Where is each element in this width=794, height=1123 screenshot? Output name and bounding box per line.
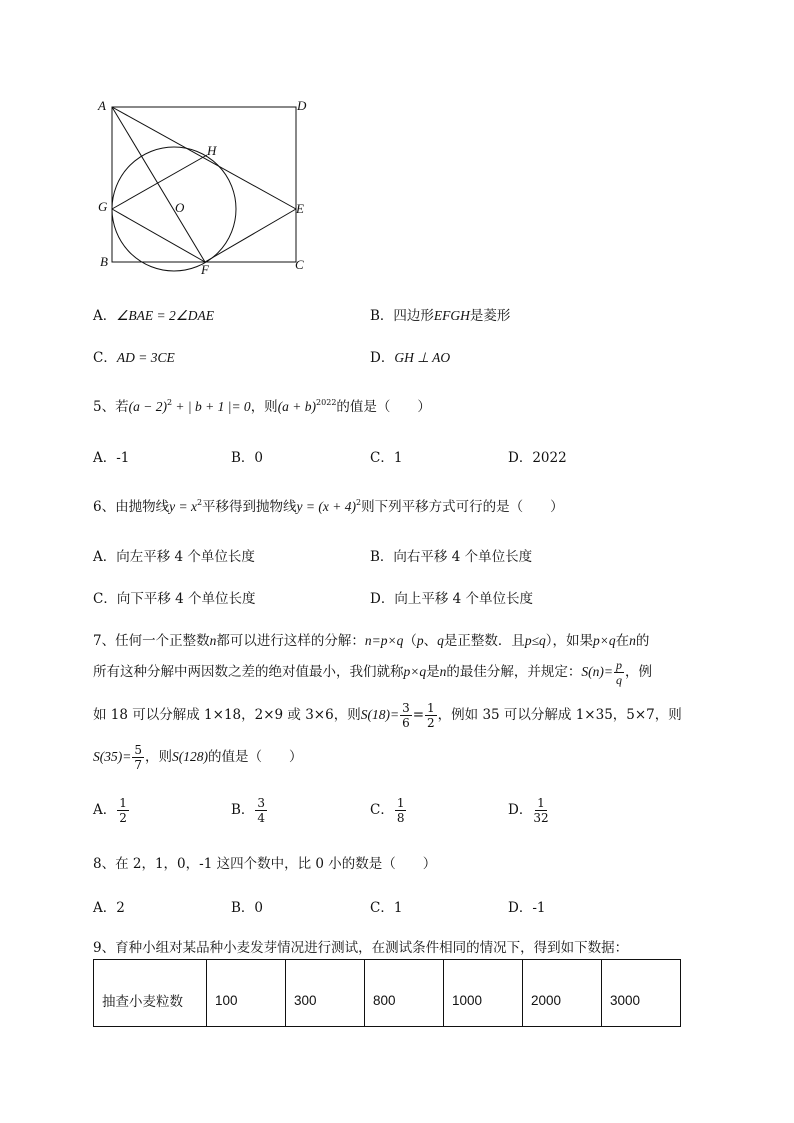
q7-option-d-den: 32 — [533, 811, 549, 825]
q7-line1-h: p×q — [593, 633, 616, 648]
q6-expr2: y = (x + 4) — [296, 499, 356, 514]
table-row — [94, 960, 681, 1027]
q7-line1-j: 的 — [635, 633, 650, 649]
q7-option-c-den: 8 — [396, 811, 405, 825]
q7-line2 — [93, 659, 652, 686]
q5-option-d[interactable]: D．2022 — [508, 450, 567, 466]
q7-line1-i: 在 — [615, 633, 630, 649]
q7-line3-den1: 6 — [402, 716, 410, 730]
q6-expr1: y = x — [169, 499, 197, 514]
q4-option-a[interactable] — [93, 304, 214, 324]
q5-stem-mid: ，则 — [250, 399, 278, 415]
q7-line1-f: p≤q — [524, 633, 546, 648]
label-C: C — [295, 257, 304, 272]
line-EF — [205, 209, 296, 262]
q6-stem-mid: 平移得到抛物线 — [202, 499, 297, 515]
q7-option-a-num: 1 — [119, 796, 127, 810]
q7-option-c[interactable] — [370, 797, 407, 824]
q7-line3-fraction2 — [425, 702, 437, 729]
q7-line2-fraction — [614, 659, 624, 686]
q7-line1-d: 、 — [423, 633, 438, 649]
q7-option-b-num: 3 — [257, 796, 266, 810]
q7-line4 — [93, 744, 303, 771]
q7-q: q — [437, 633, 444, 648]
table-cell: 800 — [365, 960, 444, 1027]
q7-line1-g: ），如果 — [545, 633, 593, 649]
q6-stem — [93, 495, 564, 515]
q7-line3-num1: 3 — [402, 701, 410, 715]
q7-option-d-fraction — [533, 797, 548, 824]
q7-line3-fraction1 — [400, 702, 412, 729]
q5-expr2: + | b + 1 |= 0 — [172, 399, 251, 414]
table-header-cell: 抽查小麦粒数 — [94, 960, 207, 1027]
table-cell: 2000 — [523, 960, 602, 1027]
q7-line4-a: ，则 — [145, 749, 172, 765]
q9-stem: 9、育种小组对某品种小麦发芽情况进行测试，在测试条件相同的情况下，得到如下数据： — [93, 940, 629, 956]
q8-stem: 8、在 2，1，0，-1 这四个数中，比 0 小的数是（ ） — [93, 856, 437, 872]
q4-option-c[interactable] — [93, 346, 175, 366]
q7-line2-a: 所有这种分解中两因数之差的绝对值最小，我们就称 — [93, 664, 404, 680]
label-O: O — [175, 200, 185, 215]
q8-option-b[interactable]: B．0 — [231, 900, 264, 916]
rectangle-ABCD — [112, 107, 296, 262]
q7-option-d-num: 1 — [537, 796, 545, 810]
q5-option-a[interactable]: A．-1 — [93, 450, 130, 466]
q6-option-b[interactable]: B．向右平移 4 个单位长度 — [370, 549, 533, 565]
q6-option-a[interactable]: A．向左平移 4 个单位长度 — [93, 549, 255, 565]
q8-option-c[interactable]: C．1 — [370, 900, 403, 916]
q4-option-d-prefix: D． — [370, 350, 395, 366]
q7-option-b-prefix: B． — [231, 802, 255, 818]
q5-stem — [93, 395, 431, 415]
table-cell: 1000 — [444, 960, 523, 1027]
q5-expr1: (a − 2) — [128, 399, 167, 414]
q7-line1-expr: n=p×q — [364, 633, 404, 648]
q5-option-b[interactable]: B．0 — [231, 450, 264, 466]
q7-line3-eq: = — [412, 707, 425, 723]
q7-line2-c: 是 — [426, 664, 440, 680]
q6-option-c[interactable]: C．向下平移 4 个单位长度 — [93, 591, 256, 607]
q6-sup1: 2 — [196, 498, 203, 507]
q7-option-b[interactable] — [231, 797, 268, 824]
label-D: D — [297, 98, 307, 113]
line-AF — [112, 107, 205, 262]
q7-option-d[interactable] — [508, 797, 550, 824]
q4-option-c-prefix: C． — [93, 350, 117, 366]
q7-line1-a: 7、任何一个正整数 — [93, 633, 210, 649]
q7-n-3: n — [439, 664, 447, 679]
q4-option-b-suffix: 是菱形 — [469, 308, 511, 324]
q7-line4-den: 7 — [134, 758, 142, 772]
label-B: B — [100, 254, 108, 269]
q7-line2-e: ，例 — [624, 664, 652, 680]
q7-option-b-den: 4 — [257, 811, 266, 825]
q5-stem-end: 的值是（ ） — [336, 399, 431, 415]
q7-line4-b: 的值是（ ） — [208, 749, 303, 765]
q5-sup3: 2022 — [316, 398, 337, 407]
q6-stem-start: 6、由抛物线 — [93, 499, 170, 515]
table-cell: 3000 — [602, 960, 681, 1027]
q7-line4-s: S(35)= — [93, 749, 132, 764]
q7-line3-a: 如 18 可以分解成 1×18，2×9 或 3×6，则 — [93, 707, 361, 723]
q4-option-d-expr: GH ⊥ AO — [394, 350, 451, 365]
q7-line1-e: 是正整数．且 — [443, 633, 525, 649]
q7-option-a-fraction — [117, 797, 129, 824]
q7-p: p — [416, 633, 424, 648]
q7-n-2: n — [629, 633, 636, 648]
line-GF — [112, 209, 205, 262]
q7-option-a-prefix: A． — [93, 802, 117, 818]
q4-option-a-prefix: A． — [93, 308, 117, 324]
q6-stem-end: 则下列平移方式可行的是（ ） — [361, 499, 564, 515]
q7-line2-den: q — [615, 673, 622, 687]
label-H: H — [207, 143, 217, 158]
q7-option-a-den: 2 — [119, 811, 127, 825]
q5-sup1: 2 — [166, 398, 173, 407]
q7-line2-d: 的最佳分解，并规定： — [446, 664, 582, 680]
q8-option-a[interactable]: A．2 — [93, 900, 125, 916]
q7-option-a[interactable] — [93, 797, 130, 824]
q9-data-table — [93, 959, 681, 1027]
q7-line4-s2: S(128) — [172, 749, 208, 764]
label-E: E — [296, 201, 304, 216]
table-cell: 100 — [207, 960, 286, 1027]
q7-option-c-fraction — [395, 797, 407, 824]
q5-option-c[interactable]: C．1 — [370, 450, 403, 466]
q7-line3-num2: 1 — [427, 701, 435, 715]
q4-option-b-prefix: B．四边形 — [370, 308, 434, 324]
q8-option-d[interactable]: D．-1 — [508, 900, 546, 916]
q7-line4-fraction — [132, 744, 144, 771]
q7-line2-num: p — [615, 658, 622, 672]
q7-line1-b: 都可以进行这样的分解： — [216, 633, 365, 649]
q7-line3-b: ，例如 35 可以分解成 1×35，5×7，则 — [437, 707, 682, 723]
label-A: A — [98, 98, 106, 113]
label-F: F — [201, 262, 209, 277]
q4-option-a-expr: ∠BAE = 2∠DAE — [116, 308, 215, 323]
q7-option-c-num: 1 — [396, 796, 405, 810]
label-G: G — [98, 199, 108, 214]
q7-option-d-prefix: D． — [508, 802, 533, 818]
q4-option-b-italic: EFGH — [433, 308, 470, 323]
q7-line3 — [93, 702, 682, 729]
q7-n: n — [209, 633, 217, 648]
q7-line3-den2: 2 — [427, 716, 435, 730]
q5-stem-start: 5、若 — [93, 399, 129, 415]
q4-option-c-expr: AD = 3CE — [116, 350, 175, 365]
table-cell: 300 — [286, 960, 365, 1027]
q7-line3-s: S(18)= — [360, 707, 400, 722]
q7-option-b-fraction — [255, 797, 267, 824]
line-GH — [112, 155, 207, 209]
q7-line4-num: 5 — [134, 743, 142, 757]
q4-option-d[interactable] — [370, 346, 450, 366]
q6-option-d[interactable]: D．向上平移 4 个单位长度 — [370, 591, 533, 607]
q7-line2-b: p×q — [403, 664, 427, 679]
geometry-figure — [90, 95, 320, 280]
q5-expr3: (a + b) — [277, 399, 317, 414]
q7-line1-c: （ — [403, 633, 417, 649]
q7-option-c-prefix: C． — [370, 802, 394, 818]
q7-line1 — [93, 629, 649, 649]
q6-sup2: 2 — [355, 498, 362, 507]
q7-line2-s: S(n)= — [581, 664, 613, 679]
q4-option-b[interactable] — [370, 304, 510, 324]
